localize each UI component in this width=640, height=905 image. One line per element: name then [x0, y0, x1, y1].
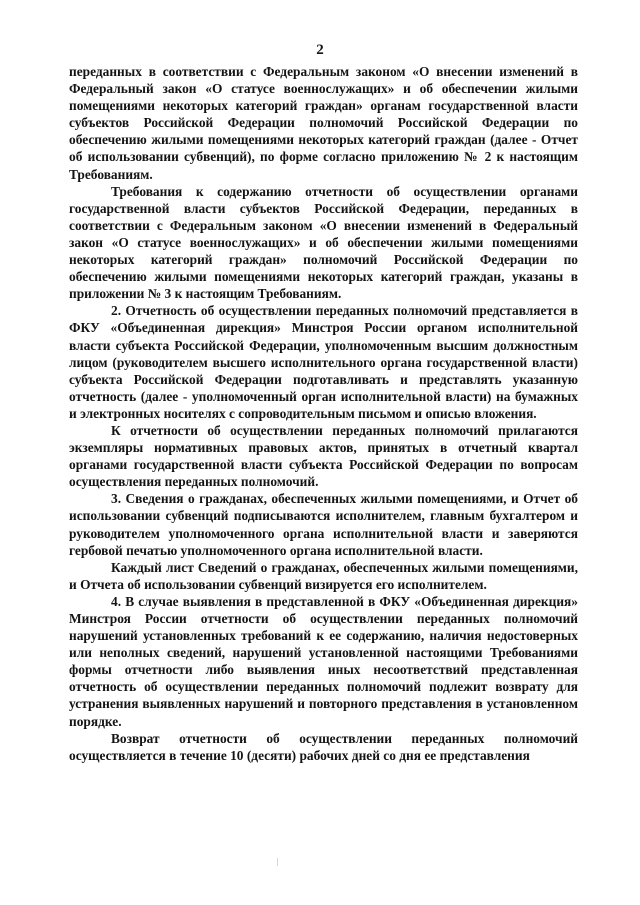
paragraph-2-reporting: 2. Отчетность об осуществлении переданных полномочий представляется в ФКУ «Объединенная дирекция» Минстроя России органом исполнительной власти субъекта Российской Федерации, уполномоченным высшим должностным лицом (руководителем высшего исполнительного органа государственной власти) субъекта Российской Федерации подготавливать и представлять указанную отчетность (далее - уполномоченный орган исполнительной власти) на бумажных и электронных носителях с сопроводительным письмом и описью вложения.	[69, 303, 578, 421]
page-number: 2	[316, 42, 324, 58]
paragraph-attachments: К отчетности об осуществлении переданных полномочий прилагаются экземпляры нормативных правовых актов, принятых в отчетный квартал органами государственной власти субъекта Российской Федерации по вопросам осуществления переданных полномочий.	[69, 422, 578, 490]
paragraph-3-signatures: 3. Сведения о гражданах, обеспеченных жилыми помещениями, и Отчет об использовании субвенций подписываются исполнителем, главным бухгалтером и руководителем уполномоченного органа исполнительной власти и заверяются гербовой печатью уполномоченного органа исполнительной власти.	[69, 491, 578, 558]
scan-mark	[277, 858, 278, 866]
paragraph-1-continuation: переданных в соответствии с Федеральным законом «О внесении изменений в Федеральный закон «О статусе военнослужащих» и об обеспечении жилыми помещениями некоторых категорий граждан» органам государственной власти субъектов Российской Федерации полномочий Российской Федерации по обеспечению жилыми помещениями некоторых категорий граждан (далее - Отчет об использовании субвенций), по форме согласно приложению № 2 к настоящим Требованиям.	[69, 64, 578, 182]
paragraph-return: Возврат отчетности об осуществлении переданных полномочий осуществляется в течение 10 (десяти) рабочих дней со дня ее представления	[69, 730, 578, 763]
paragraph-sheet-visa: Каждый лист Сведений о гражданах, обеспеченных жилыми помещениями, и Отчета об использовании субвенций визируется его исполнителем.	[69, 559, 578, 592]
paragraph-requirements-content: Требования к содержанию отчетности об осуществлении органами государственной власти субъектов Российской Федерации, переданных в соответствии с Федеральным законом «О внесении изменений в Федеральный закон «О статусе военнослужащих» и об обеспечении жилыми помещениями некоторых категорий граждан» полномочий Российской Федерации по обеспечению жилыми помещениями некоторых категорий граждан, указаны в приложении № 3 к настоящим Требованиям.	[69, 183, 578, 302]
paragraph-4-violations: 4. В случае выявления в представленной в ФКУ «Объединенная дирекция» Минстроя России отчетности об осуществлении переданных полномочий нарушений установленных требований к ее содержанию, наличия недостоверных или неполных сведений, нарушений установленной настоящими Требованиями формы отчетности либо выявления иных несоответствий представленная отчетность об осуществлении переданных полномочий подлежит возврату для устранения выявленных нарушений и повторного представления в установленном порядке.	[69, 593, 578, 729]
document-body	[69, 63, 578, 764]
